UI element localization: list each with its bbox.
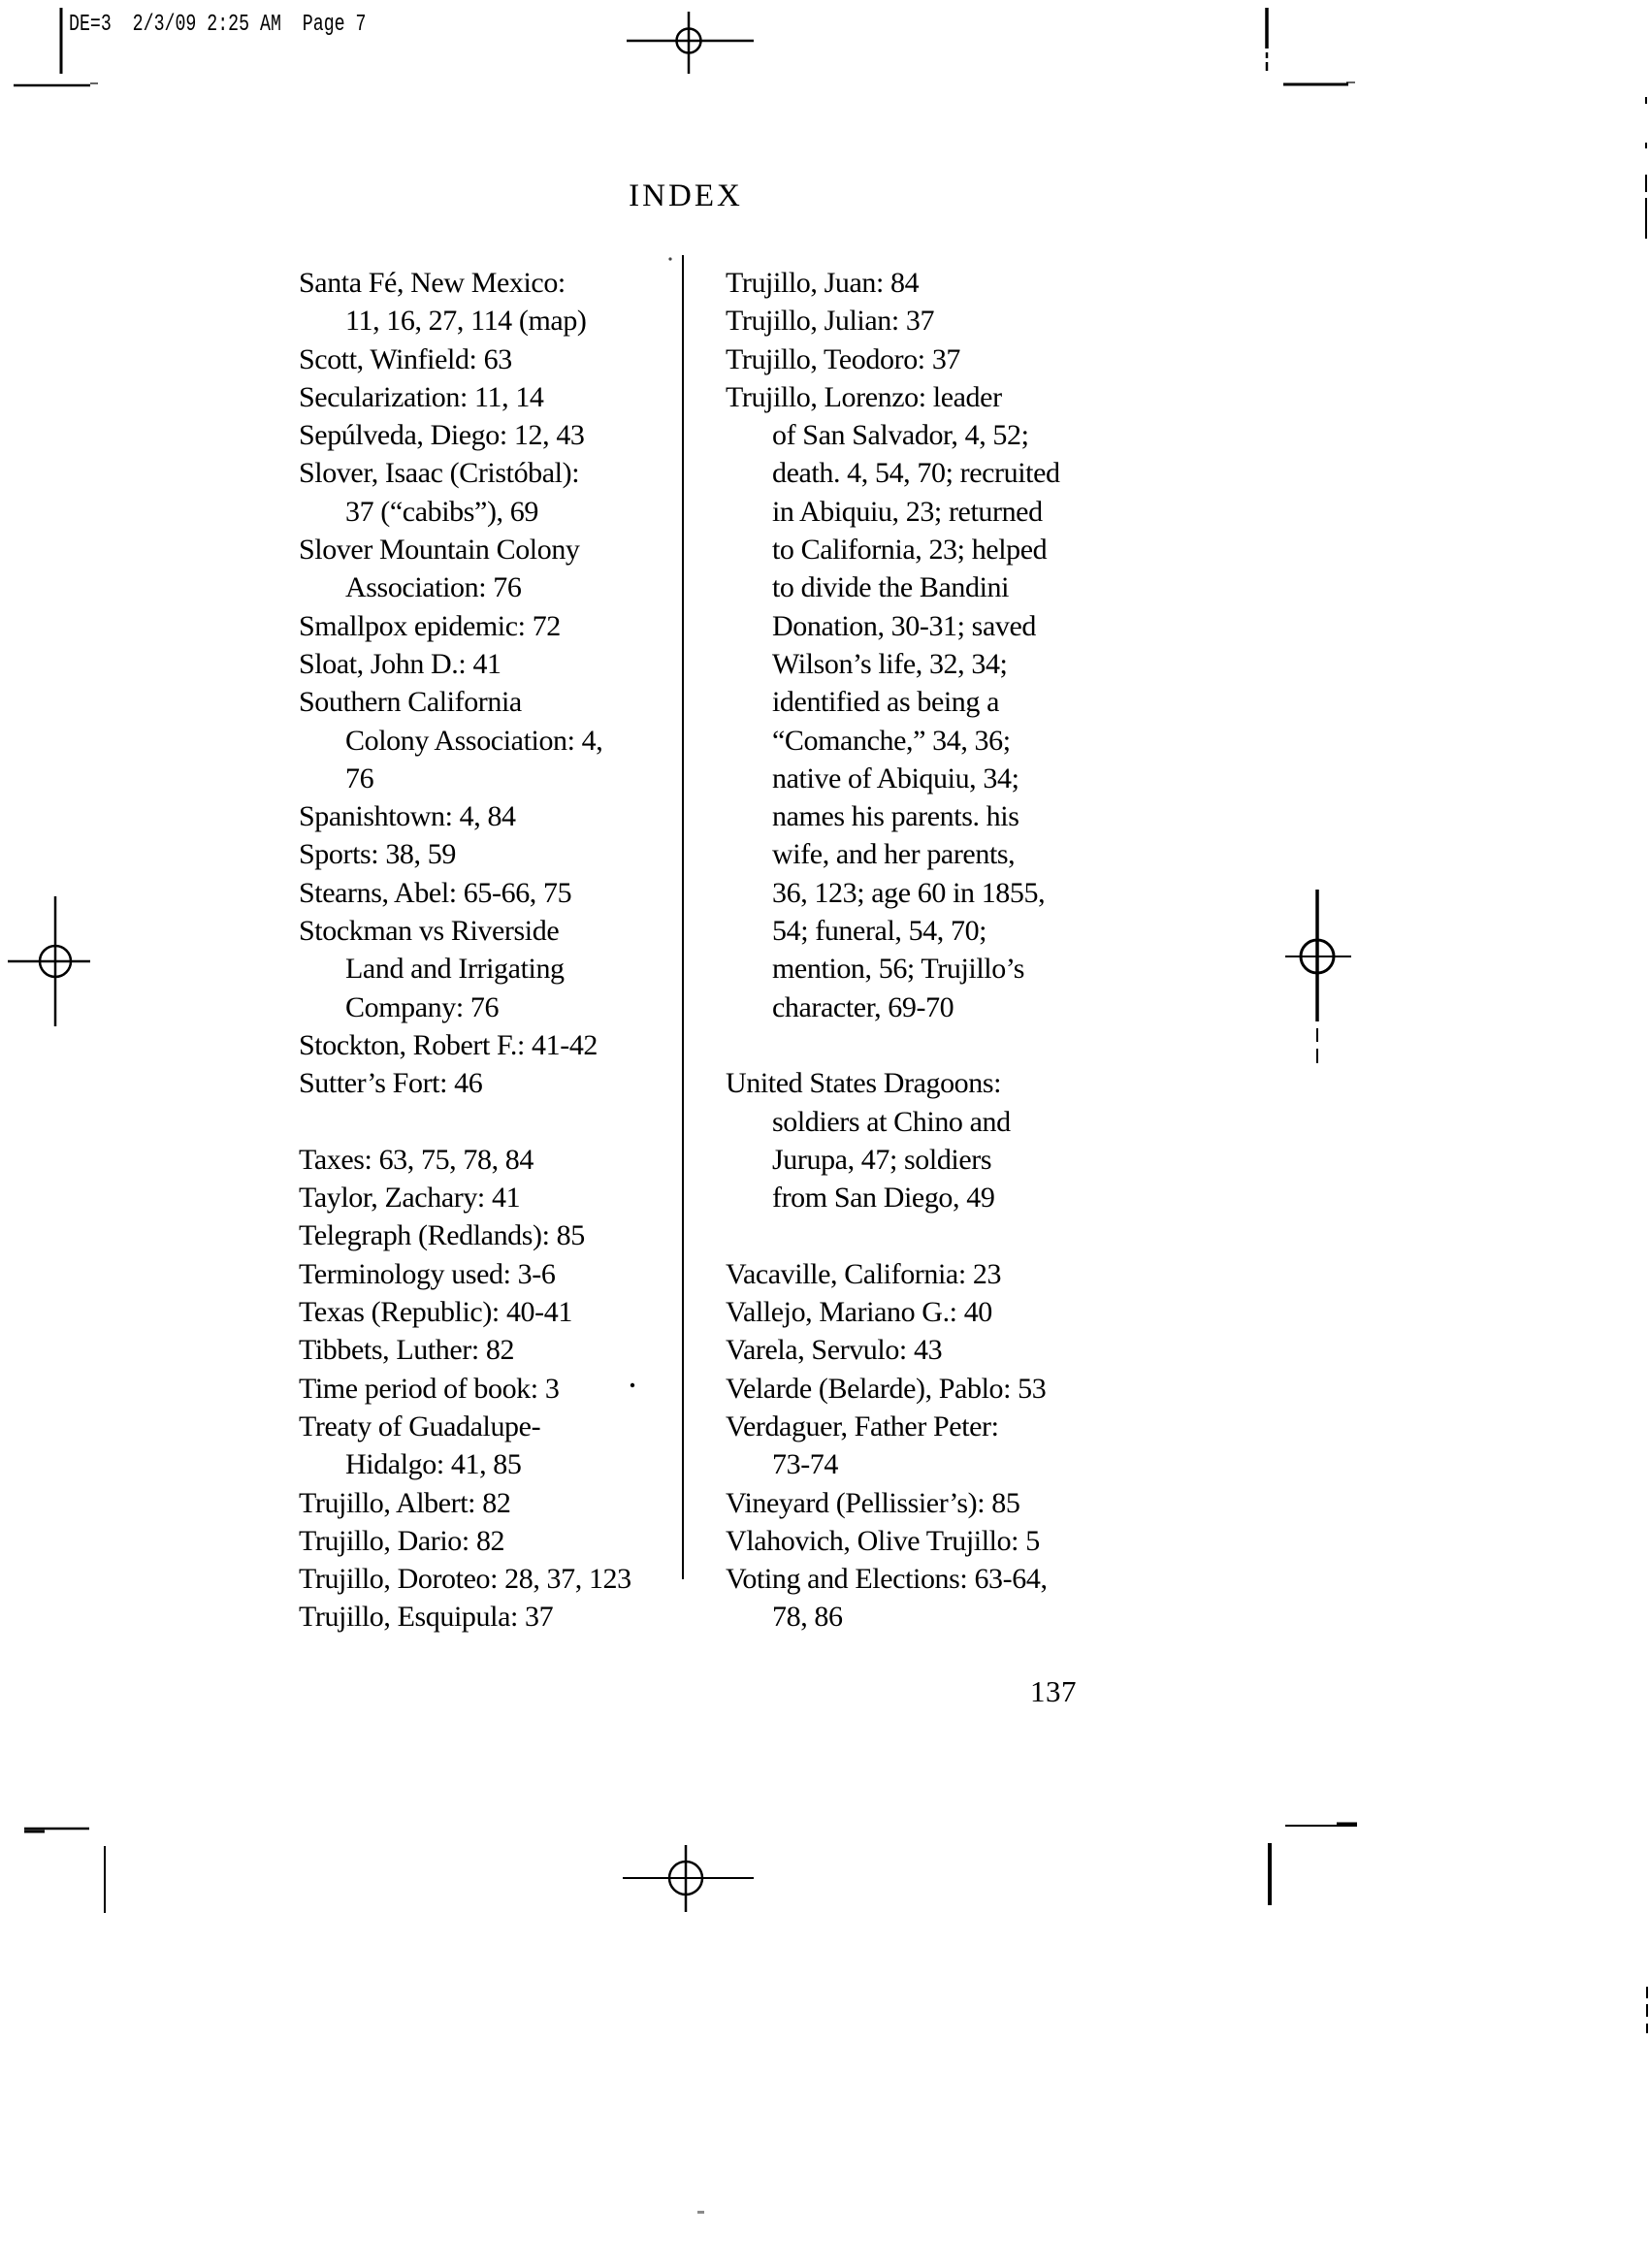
page-number: 137 [1030,1674,1077,1708]
index-entry-line: Sports: 38, 59 [299,838,456,871]
crop-mark-top-right [1267,8,1355,84]
index-entry-line: Time period of book: 3 [299,1372,560,1405]
index-entry-line: Trujillo, Juan: 84 [726,267,920,299]
index-entry-line: Spanishtown: 4, 84 [299,800,516,833]
registration-crosshair-right-icon [1285,890,1351,1063]
index-entry-line: Vineyard (Pellissier’s): 85 [726,1486,1020,1519]
index-entry-line: Telegraph (Redlands): 85 [299,1219,585,1252]
index-entry-line: death. 4, 54, 70; recruited [772,457,1060,490]
index-entry-line: 54; funeral, 54, 70; [772,915,987,948]
index-entry-line: soldiers at Chino and [772,1105,1011,1138]
index-entry-line: Vacaville, California: 23 [726,1257,1002,1290]
index-entry-line: Wilson’s life, 32, 34; [772,647,1008,680]
registration-crosshair-bottom-icon [623,1845,754,1912]
index-entry-line: names his parents. his [772,800,1019,833]
crop-mark-bottom-right [1270,1824,1357,1905]
index-entry-line: to California, 23; helped [772,534,1048,567]
index-entry-line: Sepúlveda, Diego: 12, 43 [299,419,585,452]
page-title: INDEX [629,178,743,213]
index-entry-line: Secularization: 11, 14 [299,380,544,413]
registration-crosshair-left-icon [8,896,90,1026]
index-entry-line: 78, 86 [772,1601,843,1634]
index-entry-line: native of Abiquiu, 34; [772,761,1019,794]
index-column-right [726,264,1133,1636]
index-entry-line: Stearns, Abel: 65-66, 75 [299,876,572,909]
index-entry-line: Jurupa, 47; soldiers [772,1143,992,1176]
index-entry-line: Taxes: 63, 75, 78, 84 [299,1143,534,1176]
index-entry-line: to divide the Bandini [772,571,1010,604]
index-entry-line: Varela, Servulo: 43 [726,1334,943,1367]
index-entry-line: Trujillo, Esquipula: 37 [299,1601,554,1634]
index-entry-line: Trujillo, Albert: 82 [299,1486,511,1519]
index-entry-line: 11, 16, 27, 114 (map) [345,305,587,338]
index-entry-line: Taylor, Zachary: 41 [299,1182,521,1215]
index-entry-line: Velarde (Belarde), Pablo: 53 [726,1372,1047,1405]
printer-slug-text: DE=3 2/3/09 2:25 AM Page 7 [69,12,367,38]
index-entry-line: Trujillo, Doroteo: 28, 37, 123 [299,1563,631,1596]
index-entry-line: Trujillo, Dario: 82 [299,1524,505,1557]
index-entry-line: Tibbets, Luther: 82 [299,1334,515,1367]
index-entry-line: Vlahovich, Olive Trujillo: 5 [726,1524,1040,1557]
page-edge-scan-dashes [1646,97,1647,2033]
index-entry-line: United States Dragoons: [726,1067,1002,1100]
index-entry-line [726,1216,1133,1254]
index-entry-line: 76 [345,761,374,794]
index-entry-line: Terminology used: 3-6 [299,1257,556,1290]
index-entry-line: Slover Mountain Colony [299,534,580,567]
index-entry-line: Trujillo, Lorenzo: leader [726,380,1002,413]
index-entry-line: “Comanche,” 34, 36; [772,724,1011,757]
index-entry-line: from San Diego, 49 [772,1182,995,1215]
index-entry-line: 37 (“cabibs”), 69 [345,495,538,528]
index-entry-line: wife, and her parents, [772,838,1016,871]
index-entry-line: Land and Irrigating [345,953,565,986]
index-entry-line: Smallpox epidemic: 72 [299,609,561,642]
index-entry-line: character, 69-70 [772,990,954,1023]
index-entry-line: Trujillo, Teodoro: 37 [726,342,961,375]
index-entry-line: Trujillo, Julian: 37 [726,305,935,338]
index-entry-line: Southern California [299,686,522,719]
index-entry-line [726,1026,1133,1064]
index-entry-line [299,1103,683,1141]
index-entry-line: Sutter’s Fort: 46 [299,1067,483,1100]
index-entry-line: Santa Fé, New Mexico: [299,267,566,299]
index-entry-line: Stockton, Robert F.: 41-42 [299,1028,598,1061]
index-entry-line: Association: 76 [345,571,522,604]
index-entry-line: 73-74 [772,1448,838,1481]
index-entry-line: Colony Association: 4, [345,724,603,757]
index-entry-line: in Abiquiu, 23; returned [772,495,1043,528]
index-entry-line: Vallejo, Mariano G.: 40 [726,1296,992,1329]
index-entry-line: Verdaguer, Father Peter: [726,1409,999,1442]
index-entry-line: Hidalgo: 41, 85 [345,1448,522,1481]
index-column-left [299,264,683,1636]
index-entry-line: Texas (Republic): 40-41 [299,1296,572,1329]
index-entry-line: Slover, Isaac (Cristóbal): [299,457,580,490]
index-entry-line: 36, 123; age 60 in 1855, [772,876,1046,909]
registration-crosshair-top-icon [627,12,754,74]
index-entry-line: Stockman vs Riverside [299,915,560,948]
index-entry-line: mention, 56; Trujillo’s [772,953,1025,986]
index-entry-line: Donation, 30-31; saved [772,609,1036,642]
index-entry-line: Voting and Elections: 63-64, [726,1563,1048,1596]
crop-mark-bottom-left [24,1829,105,1913]
index-entry-line: identified as being a [772,686,1000,719]
index-entry-line: Company: 76 [345,990,500,1023]
index-entry-line: of San Salvador, 4, 52; [772,419,1029,452]
index-entry-line: Treaty of Guadalupe- [299,1409,541,1442]
index-entry-line: Scott, Winfield: 63 [299,342,512,375]
index-entry-line: Sloat, John D.: 41 [299,647,501,680]
